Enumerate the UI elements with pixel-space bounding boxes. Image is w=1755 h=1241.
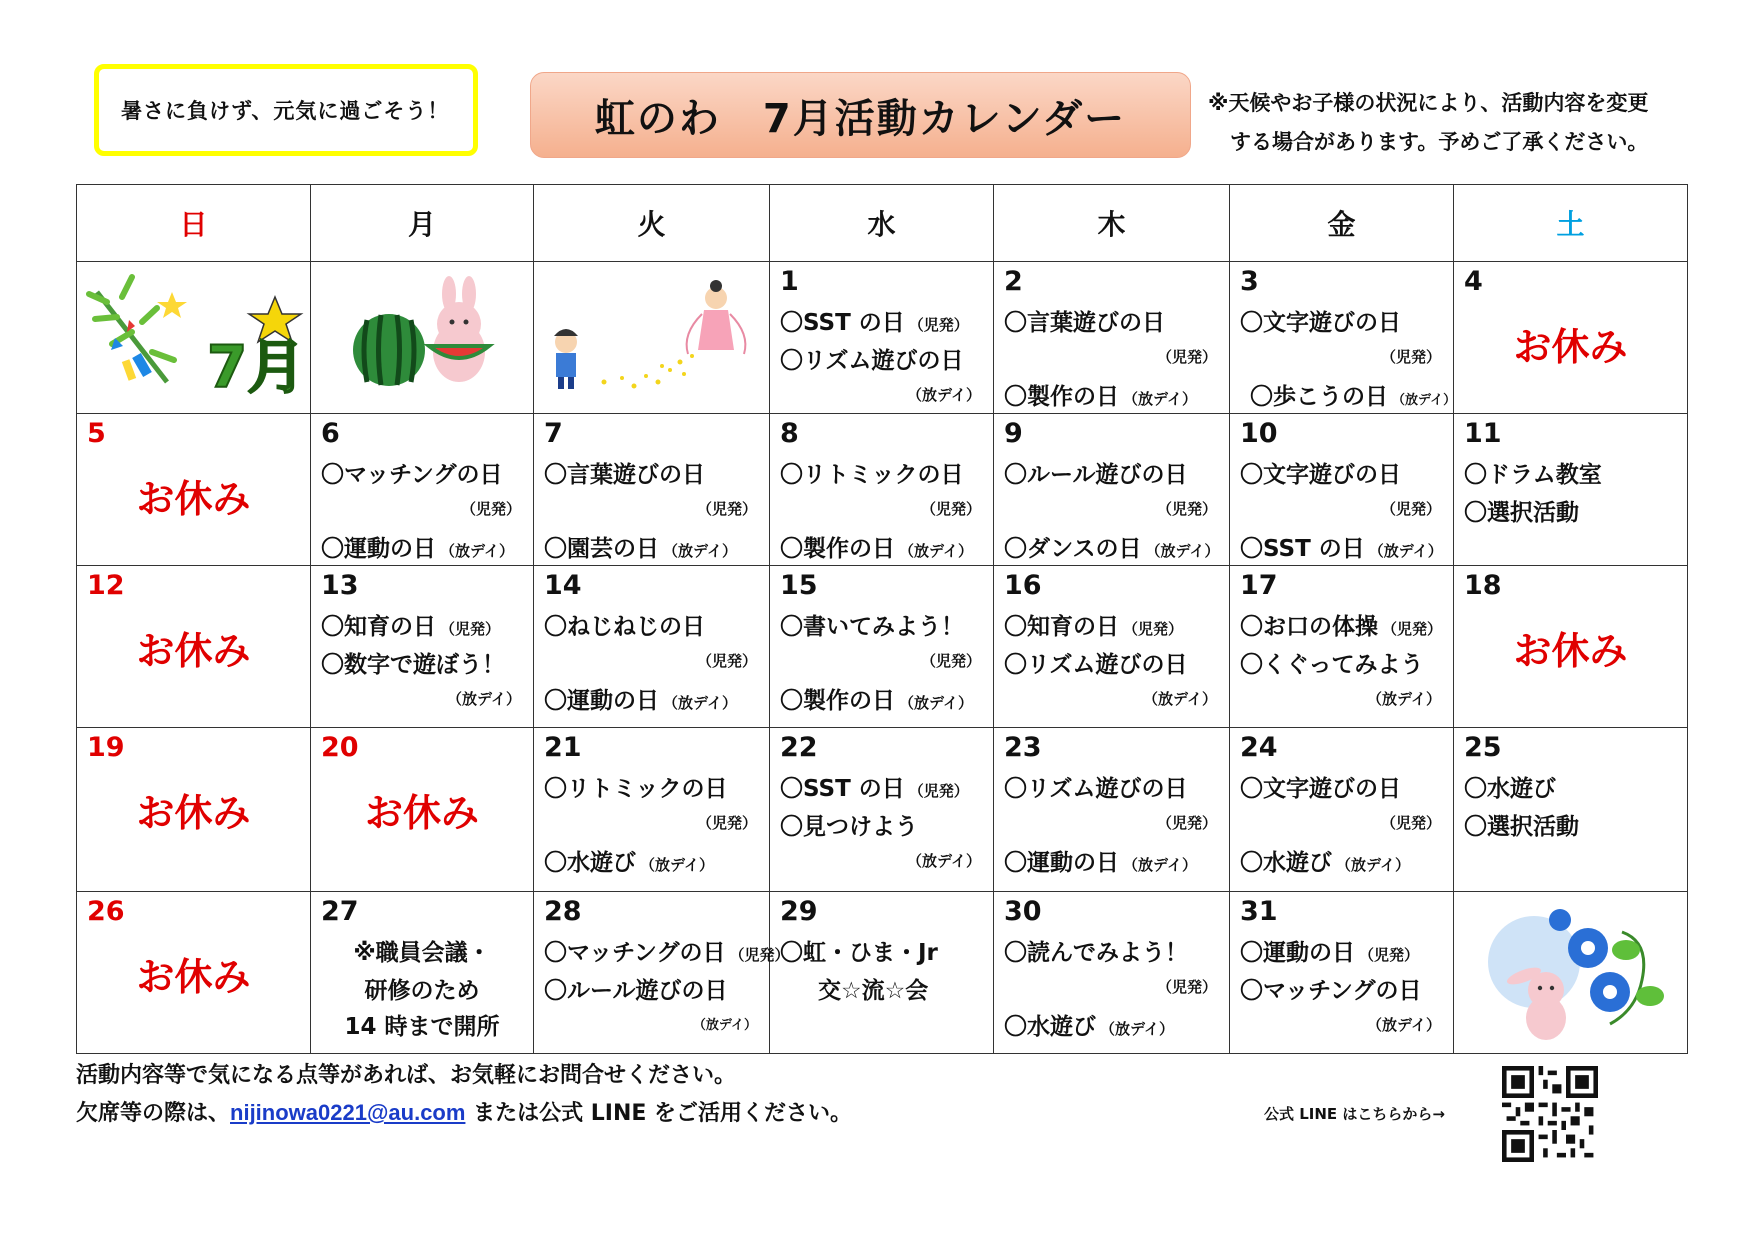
jihatsu-tag: （児発） [1382, 620, 1443, 638]
week-row [77, 414, 1688, 566]
houdei-tag: （放デイ） [1367, 1016, 1441, 1034]
day-cell [770, 262, 994, 414]
day-cell [1454, 262, 1688, 414]
activity-item: 〇リズム遊びの日 [1004, 652, 1188, 678]
tanabata-bamboo-illustration [77, 262, 310, 414]
day-number: 6 [321, 418, 340, 449]
activity-item: 〇運動の日 （放デイ） [321, 536, 514, 562]
activity-item: 交☆流☆会 [818, 978, 929, 1004]
day-number: 21 [544, 732, 582, 763]
weekday-thu: 木 [994, 185, 1230, 262]
activity-item: 〇リズム遊びの日 [780, 348, 964, 374]
staff-meeting-note: ※職員会議・ [353, 940, 491, 966]
day-off-label: お休み [136, 477, 251, 521]
day-number: 14 [544, 570, 582, 601]
activity-item: 〇文字遊びの日 [1240, 776, 1401, 802]
day-number: 22 [780, 732, 818, 763]
day-cell [770, 728, 994, 892]
staff-meeting-note: 研修のため [364, 978, 480, 1004]
day-number: 25 [1464, 732, 1502, 763]
houdei-tag: （放デイ） [899, 542, 973, 560]
day-cell [994, 414, 1230, 566]
day-cell [1230, 566, 1454, 728]
houdei-tag: （放デイ） [1336, 856, 1410, 874]
activity-item: 〇マッチングの日 （児発） [544, 940, 790, 966]
activity-item: 〇お口の体操 （児発） [1240, 614, 1443, 640]
jihatsu-tag: （児発） [1156, 814, 1217, 832]
week-row [77, 892, 1688, 1054]
jihatsu-tag: （児発） [729, 946, 790, 964]
day-cell [1230, 262, 1457, 414]
notice-line-2: する場合があります。予めご了承ください。 [1230, 130, 1649, 154]
day-number: 5 [87, 418, 106, 449]
motto-text: 暑さに負けず、元気に過ごそう！ [121, 99, 450, 123]
day-cell [311, 892, 534, 1054]
day-cell [311, 414, 534, 566]
jihatsu-tag: （児発） [440, 620, 501, 638]
activity-item: 〇書いてみよう！ [780, 614, 964, 640]
day-number: 27 [321, 896, 359, 927]
day-cell [994, 892, 1230, 1054]
activity-item: 〇ルール遊びの日 [544, 978, 728, 1004]
day-cell [534, 892, 790, 1054]
houdei-tag: （放デイ） [640, 856, 714, 874]
activity-item: 〇虹・ひま・Jr [780, 940, 938, 966]
activity-item: 〇言葉遊びの日 [1004, 310, 1165, 336]
day-cell [311, 728, 534, 892]
page-title-box [530, 72, 1191, 158]
activity-item: 〇ダンスの日 （放デイ） [1004, 536, 1220, 562]
week-row [77, 566, 1688, 728]
jihatsu-tag: （児発） [696, 652, 757, 670]
day-number: 10 [1240, 418, 1278, 449]
activity-item: 〇SST の日 （児発） [780, 776, 969, 802]
activity-item: 〇リトミックの日 [780, 462, 964, 488]
activity-item: 〇運動の日 （児発） [1240, 940, 1420, 966]
notice-line-1: ※天候やお子様の状況により、活動内容を変更 [1208, 91, 1649, 115]
day-number: 2 [1004, 266, 1023, 297]
activity-item: 〇見つけよう [780, 814, 918, 840]
day-number: 8 [780, 418, 799, 449]
day-number: 28 [544, 896, 582, 927]
jihatsu-tag: （児発） [1359, 946, 1420, 964]
day-cell-empty [534, 262, 770, 414]
footer-contact-pre: 欠席等の際は、 [76, 1101, 231, 1126]
day-cell [77, 414, 311, 566]
activity-item: 〇言葉遊びの日 [544, 462, 705, 488]
page-title: 虹のわ 7月活動カレンダー [594, 95, 1127, 142]
day-cell [1230, 728, 1454, 892]
day-number: 26 [87, 896, 125, 927]
day-cell [534, 414, 770, 566]
activity-item: 〇水遊び （放デイ） [1240, 850, 1410, 876]
activity-item: 〇SST の日 （放デイ） [1240, 536, 1443, 562]
houdei-tag: （放デイ） [1145, 542, 1220, 560]
day-cell [534, 566, 770, 728]
houdei-tag: （放デイ） [663, 694, 737, 712]
day-cell [994, 728, 1230, 892]
email-link[interactable]: nijinowa0221@au.com [230, 1100, 466, 1125]
day-off-label: お休み [136, 791, 251, 835]
day-off-label: お休み [136, 629, 251, 673]
day-number: 23 [1004, 732, 1042, 763]
day-number: 20 [321, 732, 359, 763]
activity-item: 〇文字遊びの日 [1240, 462, 1401, 488]
activity-item: 〇ねじねじの日 [544, 614, 705, 640]
activity-item: 〇知育の日 （児発） [321, 614, 501, 640]
day-cell [994, 262, 1230, 414]
day-number: 3 [1240, 266, 1259, 297]
day-number: 12 [87, 570, 125, 601]
houdei-tag: （放デイ） [663, 542, 737, 560]
jihatsu-tag: （児発） [920, 500, 981, 518]
day-cell-empty [311, 262, 534, 414]
weekday-wed: 水 [770, 185, 994, 262]
day-number: 9 [1004, 418, 1023, 449]
day-number: 24 [1240, 732, 1278, 763]
jihatsu-tag: （児発） [1156, 978, 1217, 996]
day-cell-empty [1454, 892, 1688, 1054]
activity-item: 〇園芸の日 （放デイ） [544, 536, 737, 562]
day-number: 30 [1004, 896, 1042, 927]
activity-item: 〇ドラム教室 [1464, 462, 1602, 488]
activity-item: 〇リズム遊びの日 [1004, 776, 1188, 802]
activity-item: 〇運動の日 （放デイ） [544, 688, 737, 714]
day-number: 1 [780, 266, 799, 297]
activity-item: 〇読んでみよう！ [1004, 940, 1188, 966]
day-number: 4 [1464, 266, 1483, 297]
day-cell [1454, 414, 1688, 566]
day-number: 31 [1240, 896, 1278, 927]
footer-contact [76, 1096, 852, 1127]
day-cell [1230, 892, 1454, 1054]
jihatsu-tag: （児発） [1156, 500, 1217, 518]
houdei-tag: （放デイ） [1368, 542, 1443, 560]
day-cell [770, 892, 994, 1054]
weekday-tue: 火 [534, 185, 770, 262]
jihatsu-tag: （児発） [1123, 620, 1184, 638]
activity-item: 〇水遊び （放デイ） [1004, 1014, 1174, 1040]
notice [1208, 84, 1678, 162]
day-number: 7 [544, 418, 563, 449]
houdei-tag: （放デイ） [1100, 1020, 1174, 1038]
day-off-label: お休み [1513, 629, 1628, 673]
orihime-hikoboshi-illustration [534, 262, 769, 414]
activity-item: 〇歩こうの日 （放デイ） [1250, 384, 1457, 410]
activity-item: 〇マッチングの日 [1240, 978, 1422, 1004]
activity-item: 〇知育の日 （児発） [1004, 614, 1184, 640]
activity-item: 〇選択活動 [1464, 814, 1579, 840]
activity-item: 〇くぐってみよう [1240, 652, 1424, 678]
weekday-fri: 金 [1230, 185, 1454, 262]
day-number: 11 [1464, 418, 1502, 449]
jihatsu-tag: （児発） [908, 316, 969, 334]
day-cell [994, 566, 1230, 728]
weekday-sun: 日 [77, 185, 311, 262]
jihatsu-tag: （児発） [1156, 348, 1217, 366]
activity-item: 〇文字遊びの日 [1240, 310, 1401, 336]
day-cell [1454, 566, 1688, 728]
motto-box [94, 64, 478, 156]
houdei-tag: （放デイ） [447, 690, 521, 708]
week-row [77, 728, 1688, 892]
day-cell [1230, 414, 1454, 566]
weekday-mon: 月 [311, 185, 534, 262]
day-number: 29 [780, 896, 818, 927]
day-cell [770, 414, 994, 566]
jihatsu-tag: （児発） [920, 652, 981, 670]
activity-item: 〇数字で遊ぼう！ [321, 652, 505, 678]
day-number: 13 [321, 570, 359, 601]
houdei-tag: （放デイ） [692, 1018, 757, 1033]
houdei-tag: （放デイ） [1143, 690, 1217, 708]
watermelon-rabbit-illustration [311, 262, 533, 414]
jihatsu-tag: （児発） [696, 500, 757, 518]
houdei-tag: （放デイ） [907, 852, 981, 870]
jihatsu-tag: （児発） [1380, 500, 1441, 518]
footer-inquiry-text: 活動内容等で気になる点等があれば、お気軽にお問合せください。 [76, 1063, 737, 1088]
staff-meeting-note: 14 時まで開所 [344, 1014, 500, 1040]
day-number: 15 [780, 570, 818, 601]
day-number: 17 [1240, 570, 1278, 601]
day-off-label: お休み [364, 791, 479, 835]
day-number: 19 [87, 732, 125, 763]
day-cell [534, 728, 770, 892]
weekday-sat: 土 [1454, 185, 1688, 262]
houdei-tag: （放デイ） [907, 386, 981, 404]
jihatsu-tag: （児発） [696, 814, 757, 832]
jihatsu-tag: （児発） [908, 782, 969, 800]
houdei-tag: （放デイ） [1123, 390, 1197, 408]
day-cell [77, 892, 311, 1054]
jihatsu-tag: （児発） [1380, 348, 1441, 366]
activity-item: 〇製作の日 （放デイ） [780, 688, 973, 714]
houdei-tag: （放デイ） [899, 694, 973, 712]
day-cell [77, 566, 311, 728]
day-number: 16 [1004, 570, 1042, 601]
day-cell [1454, 728, 1688, 892]
day-cell [311, 566, 534, 728]
houdei-tag: （放デイ） [440, 542, 514, 560]
activity-item: 〇リトミックの日 [544, 776, 728, 802]
day-off-label: お休み [1513, 325, 1628, 369]
day-cell-empty [77, 262, 311, 414]
activity-item: 〇SST の日 （児発） [780, 310, 969, 336]
line-qr-code[interactable] [1502, 1066, 1598, 1162]
activity-item: 〇水遊び [1464, 776, 1556, 802]
houdei-tag: （放デイ） [1392, 393, 1457, 408]
week-row [77, 262, 1688, 414]
jihatsu-tag: （児発） [1380, 814, 1441, 832]
activity-item: 〇水遊び （放デイ） [544, 850, 714, 876]
day-cell [77, 728, 311, 892]
illustration-month-label: 7月 [207, 333, 306, 401]
houdei-tag: （放デイ） [1367, 690, 1441, 708]
footer-contact-post: または公式 LINE をご活用ください。 [465, 1101, 853, 1126]
jihatsu-tag: （児発） [460, 500, 521, 518]
morning-glory-rabbit-illustration [1454, 892, 1687, 1054]
houdei-tag: （放デイ） [1123, 856, 1197, 874]
day-cell [770, 566, 994, 728]
activity-item: 〇選択活動 [1464, 500, 1579, 526]
day-number: 18 [1464, 570, 1502, 601]
day-off-label: お休み [136, 955, 251, 999]
activity-item: 〇製作の日 （放デイ） [1004, 384, 1197, 410]
calendar-table [76, 184, 1688, 1054]
weekday-header-row [77, 185, 1688, 262]
activity-item: 〇マッチングの日 [321, 462, 503, 488]
activity-item: 〇製作の日 （放デイ） [780, 536, 973, 562]
line-label: 公式 LINE はこちらから→ [1264, 1105, 1445, 1123]
activity-item: 〇ルール遊びの日 [1004, 462, 1188, 488]
activity-item: 〇運動の日 （放デイ） [1004, 850, 1197, 876]
